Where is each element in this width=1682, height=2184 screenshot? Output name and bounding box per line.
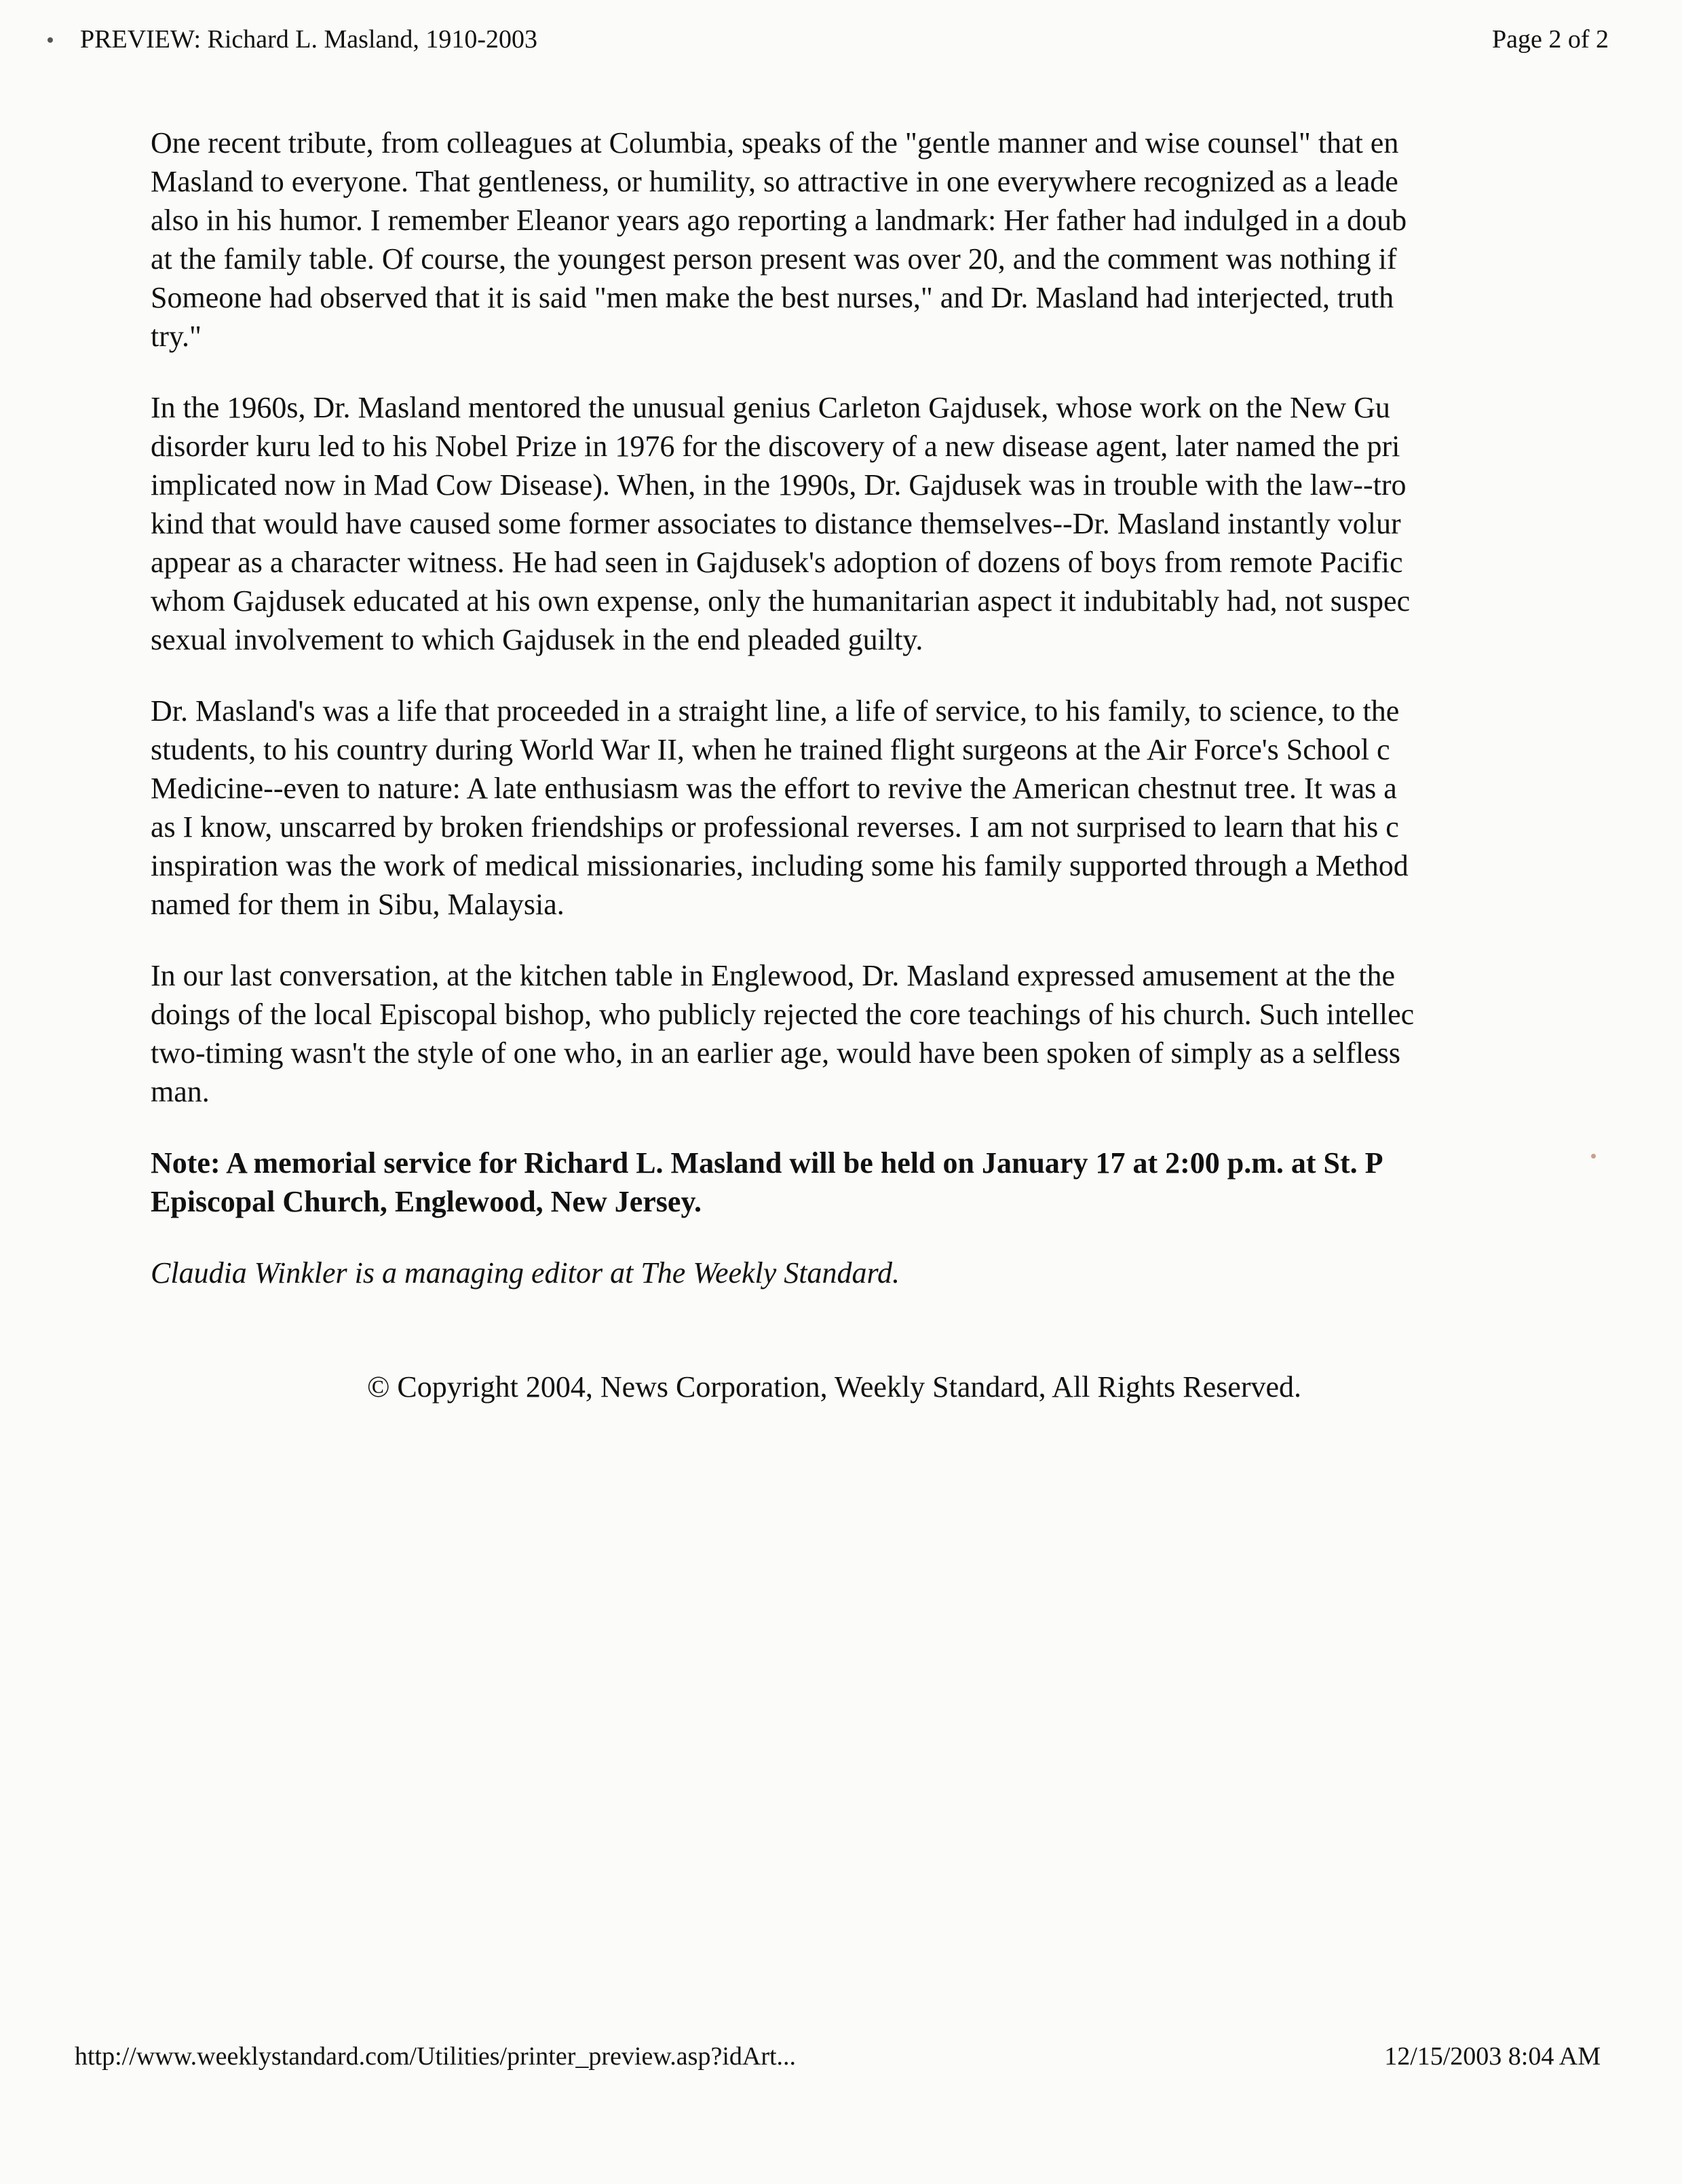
- text-line: implicated now in Mad Cow Disease). When, in the 1990s, Dr. Gajdusek was in trouble with the law--tro: [151, 468, 1407, 502]
- copyright-text: © Copyright 2004, News Corporation, Weekly Standard, All Rights Reserved.: [366, 1370, 1302, 1404]
- text-line: kind that would have caused some former associates to distance themselves--Dr. Masland instantly volur: [151, 507, 1401, 540]
- text-line: students, to his country during World War II, when he trained flight surgeons at the Air Force's School c: [151, 733, 1390, 766]
- text-line: doings of the local Episcopal bishop, who publicly rejected the core teachings of his church. Such intellec: [151, 998, 1415, 1031]
- text-line: Claudia Winkler is a managing editor at The Weekly Standard.: [151, 1256, 900, 1289]
- text-line: inspiration was the work of medical missionaries, including some his family supported through a Method: [151, 849, 1409, 882]
- paragraph-last-conversation: [151, 956, 1547, 1111]
- text-line: Dr. Masland's was a life that proceeded in a straight line, a life of service, to his family, to science, to the: [151, 694, 1400, 728]
- text-line: Medicine--even to nature: A late enthusiasm was the effort to revive the American chestnut tree. It was a: [151, 772, 1397, 805]
- text-line: also in his humor. I remember Eleanor years ago reporting a landmark: Her father had indulged in a doub: [151, 204, 1407, 237]
- text-line: appear as a character witness. He had seen in Gajdusek's adoption of dozens of boys from remote Pacific: [151, 546, 1403, 579]
- text-line: man.: [151, 1075, 210, 1108]
- article-body: [151, 124, 1547, 1413]
- print-footer: [0, 2041, 1682, 2082]
- text-line: Episcopal Church, Englewood, New Jersey.: [151, 1185, 702, 1218]
- author-byline: [151, 1254, 1547, 1292]
- print-timestamp: 12/15/2003 8:04 AM: [1384, 2042, 1601, 2071]
- paragraph-tribute: [151, 124, 1547, 356]
- text-line: Someone had observed that it is said "men make the best nurses," and Dr. Masland had interjected, truth: [151, 281, 1394, 314]
- print-header: [0, 24, 1682, 65]
- copyright-notice: [0, 1368, 1682, 1406]
- text-line: One recent tribute, from colleagues at Columbia, speaks of the "gentle manner and wise counsel" that en: [151, 126, 1399, 159]
- memorial-note: [151, 1144, 1547, 1221]
- text-line: whom Gajdusek educated at his own expense, only the humanitarian aspect it indubitably had, not suspec: [151, 584, 1411, 618]
- text-line: two-timing wasn't the style of one who, in an earlier age, would have been spoken of simply as a selfless: [151, 1036, 1401, 1070]
- paragraph-gajdusek: [151, 388, 1547, 659]
- text-line: try.": [151, 320, 202, 353]
- page-title: PREVIEW: Richard L. Masland, 1910-2003: [80, 25, 538, 54]
- text-line: In the 1960s, Dr. Masland mentored the unusual genius Carleton Gajdusek, whose work on the New Gu: [151, 391, 1390, 424]
- paragraph-life-of-service: [151, 692, 1547, 924]
- source-url: http://www.weeklystandard.com/Utilities/printer_preview.asp?idArt...: [75, 2042, 797, 2071]
- text-line: sexual involvement to which Gajdusek in the end pleaded guilty.: [151, 623, 923, 656]
- text-line: Note: A memorial service for Richard L. Masland will be held on January 17 at 2:00 p.m. at St. P: [151, 1146, 1383, 1180]
- text-line: named for them in Sibu, Malaysia.: [151, 888, 565, 921]
- text-line: In our last conversation, at the kitchen table in Englewood, Dr. Masland expressed amusement at the the: [151, 959, 1396, 992]
- text-line: at the family table. Of course, the youngest person present was over 20, and the comment was nothing if: [151, 242, 1397, 276]
- scan-speck: [1591, 1154, 1596, 1159]
- text-line: Masland to everyone. That gentleness, or humility, so attractive in one everywhere recognized as a leade: [151, 165, 1398, 198]
- page-number: Page 2 of 2: [1491, 25, 1609, 54]
- text-line: as I know, unscarred by broken friendships or professional reverses. I am not surprised to learn that his c: [151, 810, 1399, 844]
- text-line: disorder kuru led to his Nobel Prize in 1976 for the discovery of a new disease agent, later named the pri: [151, 430, 1400, 463]
